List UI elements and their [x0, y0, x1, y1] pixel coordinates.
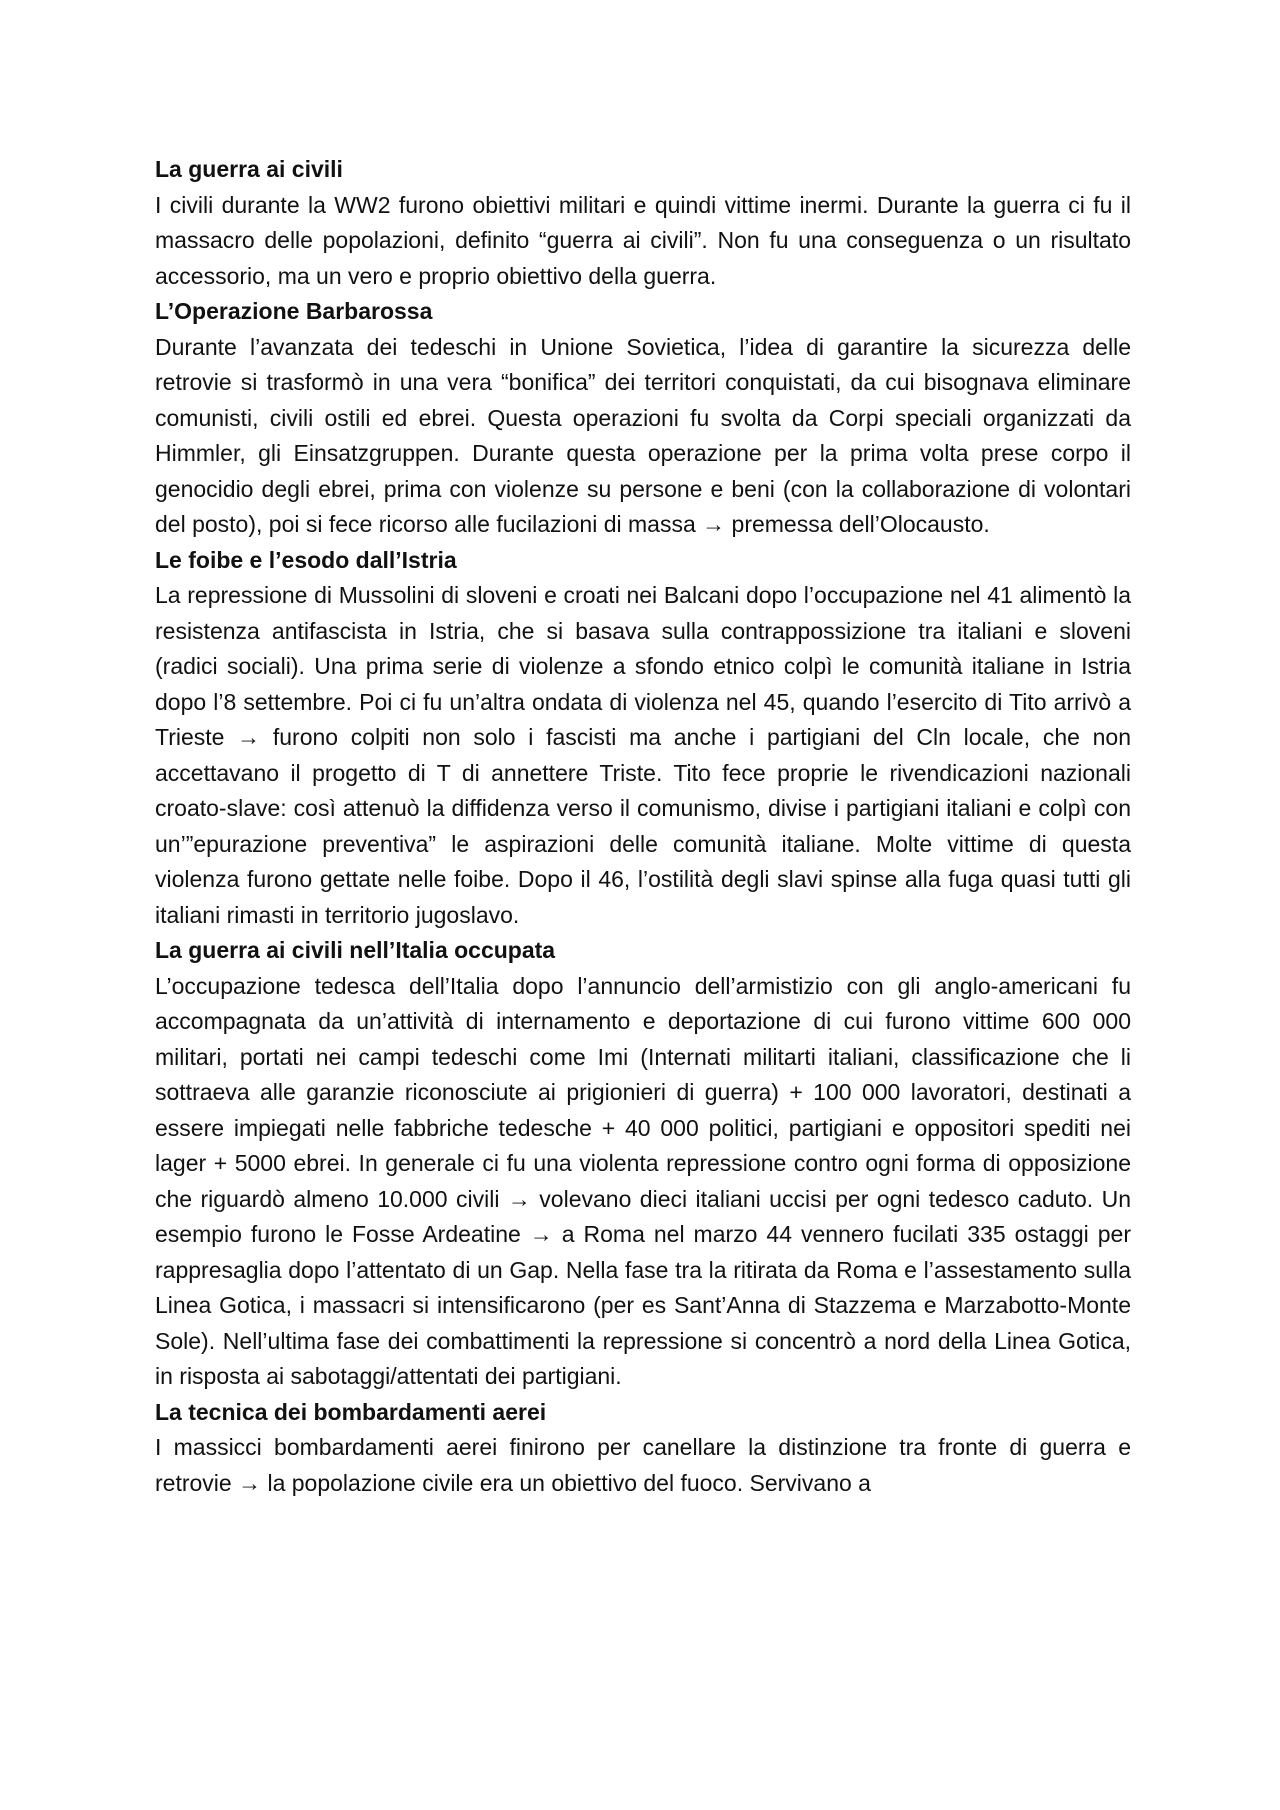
paragraph-operazione-barbarossa: Durante l’avanzata dei tedeschi in Unione Sovietica, l’idea di garantire la sicurezza delle retrovie si trasformò in una vera “bonifica” dei territori conquistati, da cui bisognava eliminare comunisti, civili ostili ed ebrei. Questa operazioni fu svolta da Corpi speciali organizzati da Himmler, gli Einsatzgruppen. Durante questa operazione per la prima volta prese corpo il genocidio degli ebrei, prima con violenze su persone e beni (con la collaborazione di volontari del posto), poi si fece ricorso alle fucilazioni di massa → premessa dell’Olocausto. — [155, 333, 1131, 537]
heading-italia-occupata: La guerra ai civili nell’Italia occupata — [155, 937, 556, 963]
paragraph-italia-occupata: L’occupazione tedesca dell’Italia dopo l’annuncio dell’armistizio con gli anglo-americani fu accompagnata da un’attività di internamento e deportazione di cui furono vittime 600 000 militari, portati nei campi tedeschi come Imi (Internati militarti italiani, classificazione che li sottraeva alle garanzie riconosciute ai prigionieri di guerra) + 100 000 lavoratori, destinati a essere impiegati nelle fabbriche tedesche + 40 000 politici, partigiani e oppositori spediti nei lager + 5000 ebrei. In generale ci fu una violenta repressione contro ogni forma di opposizione che riguardò almeno 10.000 civili → volevano dieci italiani uccisi per ogni tedesco caduto. Un esempio furono le Fosse Ardeatine → a Roma nel marzo 44 vennero fucilati 335 ostaggi per rappresaglia dopo l’attentato di un Gap. Nella fase tra la ritirata da Roma e l’assestamento sulla Linea Gotica, i massacri si intensificarono (per es Sant’Anna di Stazzema e Marzabotto-Monte Sole). Nell’ultima fase dei combattimenti la repressione si concentrò a nord della Linea Gotica, in risposta ai sabotaggi/attentati dei partigiani. — [155, 972, 1131, 1389]
heading-operazione-barbarossa: L’Operazione Barbarossa — [155, 298, 433, 324]
paragraph-guerra-ai-civili: I civili durante la WW2 furono obiettivi militari e quindi vittime inermi. Durante la guerra ci fu il massacro delle popolazioni, definito “guerra ai civili”. Non fu una conseguenza o un risultato accessorio, ma un vero e proprio obiettivo della guerra. — [155, 191, 1131, 289]
heading-bombardamenti-aerei: La tecnica dei bombardamenti aerei — [155, 1398, 547, 1425]
heading-guerra-ai-civili: La guerra ai civili — [155, 156, 343, 182]
paragraph-bombardamenti-aerei: I massicci bombardamenti aerei finirono per canellare la distinzione tra fronte di guerra e retrovie → la popolazione civile era un obiettivo del fuoco. Servivano a — [155, 1434, 1131, 1496]
heading-foibe-esodo-istria: Le foibe e l’esodo dall’Istria — [155, 546, 457, 573]
document-page — [155, 152, 1131, 1501]
paragraph-foibe-esodo-istria: La repressione di Mussolini di sloveni e croati nei Balcani dopo l’occupazione nel 41 alimentò la resistenza antifascista in Istria, che si basava sulla contrappossizione tra italiani e sloveni (radici sociali). Una prima serie di violenze a sfondo etnico colpì le comunità italiane in Istria dopo l’8 settembre. Poi ci fu un’altra ondata di violenza nel 45, quando l’esercito di Tito arrivò a Trieste → furono colpiti non solo i fascisti ma anche i partigiani del Cln locale, che non accettavano il progetto di T di annettere Triste. Tito fece proprie le rivendicazioni nazionali croato-slave: così attenuò la diffidenza verso il comunismo, divise i partigiani italiani e colpì con un’”epurazione preventiva” le aspirazioni delle comunità italiane. Molte vittime di questa violenza furono gettate nelle foibe. Dopo il 46, l’ostilità degli slavi spinse alla fuga quasi tutti gli italiani rimasti in territorio jugoslavo. — [155, 582, 1131, 928]
